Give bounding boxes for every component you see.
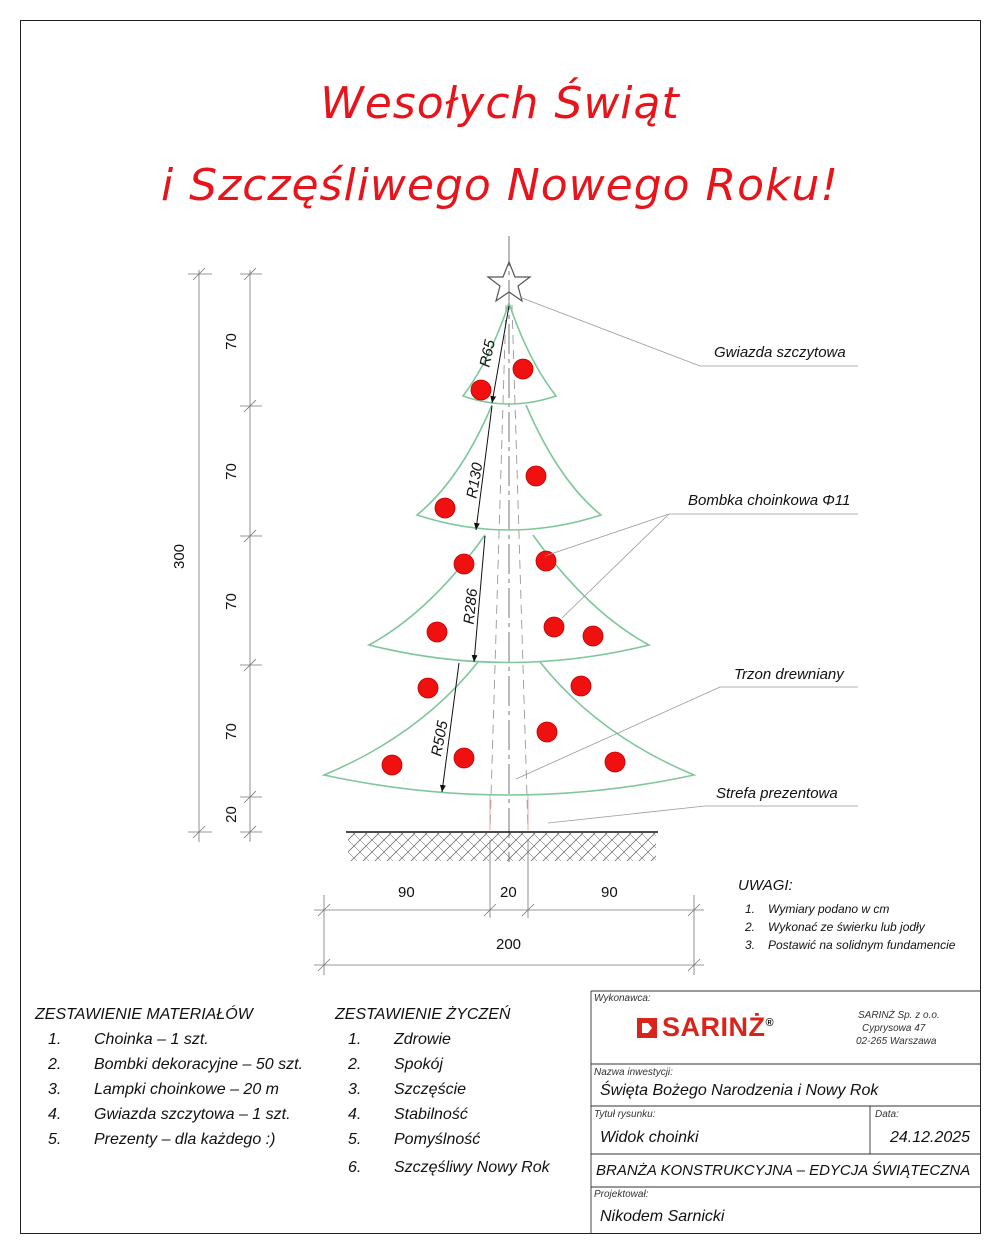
- radius-label-r505: R505: [428, 719, 452, 758]
- date-value: 24.12.2025: [890, 1129, 971, 1146]
- contractor-label: Wykonawca:: [594, 993, 651, 1004]
- list-item-text: Gwiazda szczytowa – 1 szt.: [94, 1106, 291, 1123]
- radius-label-r286: R286: [460, 587, 482, 626]
- dim-right-width: 90: [601, 884, 618, 901]
- drawing-title-value: Widok choinki: [600, 1129, 699, 1146]
- dim-center-width: 20: [500, 884, 517, 901]
- list-item-number: 2.: [348, 1056, 362, 1073]
- vertical-dimensions: [188, 268, 262, 842]
- list-item-text: Spokój: [394, 1056, 443, 1073]
- sarinz-logo-icon: [637, 1018, 657, 1038]
- bauble-icon: [454, 554, 474, 574]
- list-item-number: 4.: [348, 1106, 362, 1123]
- note-number: 2.: [745, 920, 756, 934]
- designer-value: Nikodem Sarnicki: [600, 1208, 725, 1225]
- list-item-number: 4.: [48, 1106, 62, 1123]
- investment-label: Nazwa inwestycji:: [594, 1067, 673, 1078]
- greeting-line-2: i Szczęśliwego Nowego Roku!: [160, 160, 840, 211]
- callout-trunk: Trzon drewniany: [734, 666, 844, 683]
- notes-heading: UWAGI:: [738, 877, 793, 894]
- list-item-text: Zdrowie: [394, 1031, 451, 1048]
- list-item-text: Choinka – 1 szt.: [94, 1031, 209, 1048]
- company-logo: [662, 1012, 774, 1043]
- bauble-icon: [435, 498, 455, 518]
- investment-value: Święta Bożego Narodzenia i Nowy Rok: [600, 1082, 879, 1099]
- dim-left-width: 90: [398, 884, 415, 901]
- designer-label: Projektował:: [594, 1189, 649, 1200]
- callout-gifts: Strefa prezentowa: [716, 785, 838, 802]
- wishes-heading: ZESTAWIENIE ŻYCZEŃ: [335, 1006, 511, 1023]
- list-item-number: 5.: [348, 1131, 362, 1148]
- bauble-icon: [418, 678, 438, 698]
- list-item-number: 1.: [48, 1031, 62, 1048]
- list-item-text: Lampki choinkowe – 20 m: [94, 1081, 279, 1098]
- radius-label-r130: R130: [463, 461, 487, 500]
- bauble-icon: [513, 359, 533, 379]
- dim-total-width: 200: [496, 936, 522, 953]
- bauble-icon: [536, 551, 556, 571]
- company-street: Cyprysowa 47: [862, 1023, 926, 1034]
- list-item-text: Pomyślność: [394, 1131, 481, 1148]
- note-number: 3.: [745, 938, 756, 952]
- dim-segment-2: 70: [222, 463, 240, 480]
- list-item-number: 5.: [48, 1131, 62, 1148]
- dim-total-height: 300: [171, 543, 189, 570]
- callout-bauble: Bombka choinkowa Φ11: [688, 492, 851, 509]
- list-item-number: 2.: [48, 1056, 62, 1073]
- list-item-text: Prezenty – dla każdego :): [94, 1131, 276, 1148]
- greeting-line-1: Wesołych Świąt: [320, 78, 680, 129]
- ground-hatch: [348, 833, 656, 861]
- bauble-icon: [454, 748, 474, 768]
- logo-text: SARINŻ: [662, 1012, 766, 1042]
- dim-segment-1: 70: [222, 333, 240, 350]
- company-city: 02-265 Warszawa: [856, 1036, 937, 1047]
- list-item-number: 3.: [348, 1081, 362, 1098]
- note-text: Wykonać ze świerku lub jodły: [768, 920, 925, 934]
- leader-lines: [516, 298, 858, 823]
- bauble-icon: [583, 626, 603, 646]
- list-item-text: Stabilność: [394, 1106, 468, 1123]
- materials-heading: ZESTAWIENIE MATERIAŁÓW: [35, 1006, 253, 1023]
- date-label: Data:: [875, 1109, 899, 1120]
- list-item-number: 1.: [348, 1031, 362, 1048]
- callout-star: Gwiazda szczytowa: [714, 344, 846, 361]
- bauble-icon: [571, 676, 591, 696]
- dim-segment-4: 70: [222, 723, 240, 740]
- list-item-number: 3.: [48, 1081, 62, 1098]
- bauble-icon: [537, 722, 557, 742]
- list-item-number: 6.: [348, 1159, 362, 1176]
- bauble-icon: [526, 466, 546, 486]
- dim-segment-5: 20: [222, 806, 240, 823]
- bauble-icon: [427, 622, 447, 642]
- discipline: BRANŻA KONSTRUKCYJNA – EDYCJA ŚWIĄTECZNA: [596, 1162, 971, 1179]
- radius-label-r65: R65: [476, 338, 499, 369]
- dim-segment-3: 70: [222, 593, 240, 610]
- drawing-title-label: Tytuł rysunku:: [594, 1109, 656, 1120]
- list-item-text: Szczęście: [394, 1081, 467, 1098]
- logo-registered-mark: ®: [765, 1017, 775, 1029]
- list-item-text: Szczęśliwy Nowy Rok: [394, 1159, 550, 1176]
- list-item-text: Bombki dekoracyjne – 50 szt.: [94, 1056, 303, 1073]
- bauble-icon: [382, 755, 402, 775]
- bauble-icon: [471, 380, 491, 400]
- bauble-icon: [544, 617, 564, 637]
- note-number: 1.: [745, 902, 756, 916]
- company-name: SARINŻ Sp. z o.o.: [858, 1010, 940, 1021]
- note-text: Postawić na solidnym fundamencie: [768, 938, 956, 952]
- note-text: Wymiary podano w cm: [768, 902, 890, 916]
- bauble-icon: [605, 752, 625, 772]
